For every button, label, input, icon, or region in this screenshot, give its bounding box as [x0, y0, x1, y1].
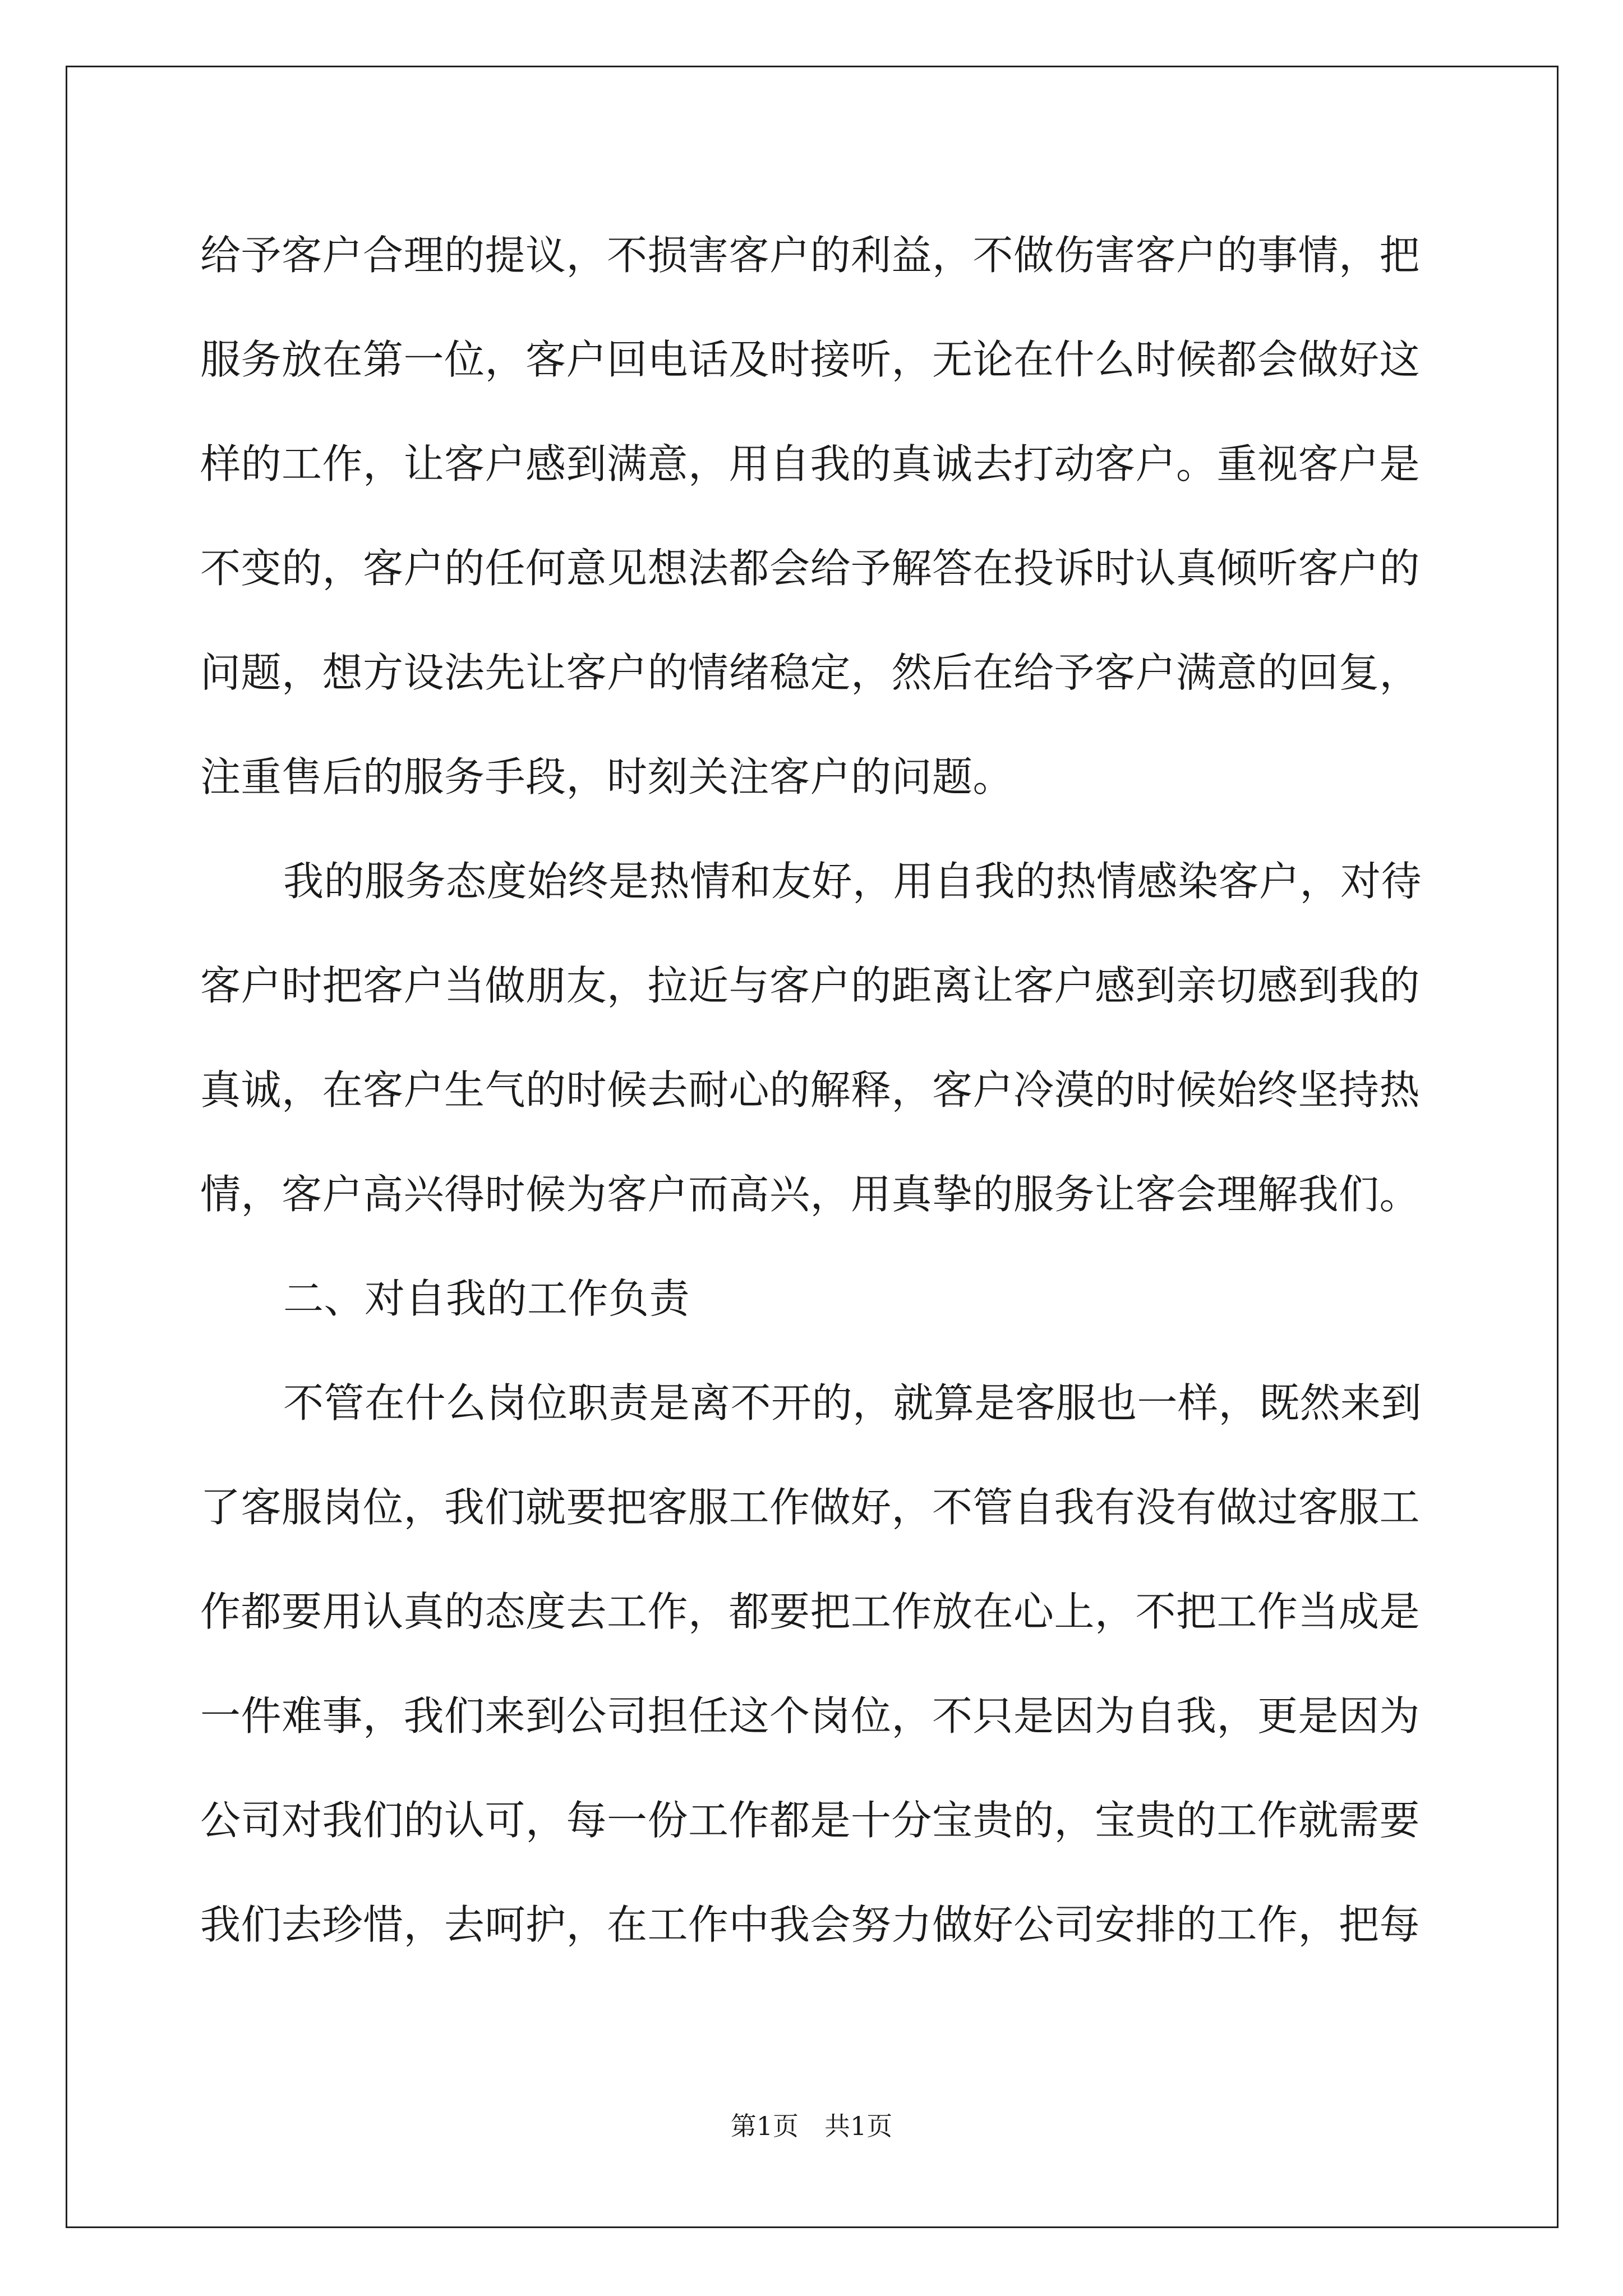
page-number-footer: 第1页 共1页: [730, 2111, 893, 2141]
paragraph-line: 真诚，在客户生气的时候去耐心的解释，客户冷漠的时候始终坚持热: [200, 1066, 1421, 1114]
paragraph-line: 样的工作，让客户感到满意，用自我的真诚去打动客户。重视客户是: [200, 440, 1421, 487]
paragraph-line: 服务放在第一位，客户回电话及时接听，无论在什么时候都会做好这: [200, 336, 1421, 383]
paragraph-line: 客户时把客户当做朋友，拉近与客户的距离让客户感到亲切感到我的: [200, 962, 1421, 1009]
paragraph-line: 了客服岗位，我们就要把客服工作做好，不管自我有没有做过客服工: [200, 1484, 1421, 1531]
paragraph-line: 我们去珍惜，去呵护，在工作中我会努力做好公司安排的工作，把每: [200, 1901, 1421, 1948]
paragraph-line: 注重售后的服务手段，时刻关注客户的问题。: [200, 753, 1014, 800]
paragraph-line: 我的服务态度始终是热情和友好，用自我的热情感染客户，对待: [283, 858, 1422, 905]
paragraph-line: 给予客户合理的提议，不损害客户的利益，不做伤害客户的事情，把: [200, 232, 1421, 279]
section-heading: 二、对自我的工作负责: [283, 1275, 690, 1322]
paragraph-line: 不管在什么岗位职责是离不开的，就算是客服也一样，既然来到: [283, 1379, 1422, 1427]
paragraph-line: 公司对我们的认可，每一份工作都是十分宝贵的，宝贵的工作就需要: [200, 1797, 1421, 1844]
paragraph-line: 不变的，客户的任何意见想法都会给予解答在投诉时认真倾听客户的: [200, 545, 1421, 592]
paragraph-line: 一件难事，我们来到公司担任这个岗位，不只是因为自我，更是因为: [200, 1692, 1421, 1740]
paragraph-line: 作都要用认真的态度去工作，都要把工作放在心上，不把工作当成是: [200, 1588, 1421, 1635]
paragraph-line: 问题，想方设法先让客户的情绪稳定，然后在给予客户满意的回复，: [200, 649, 1421, 696]
paragraph-line: 情，客户高兴得时候为客户而高兴，用真挚的服务让客会理解我们。: [200, 1171, 1421, 1218]
